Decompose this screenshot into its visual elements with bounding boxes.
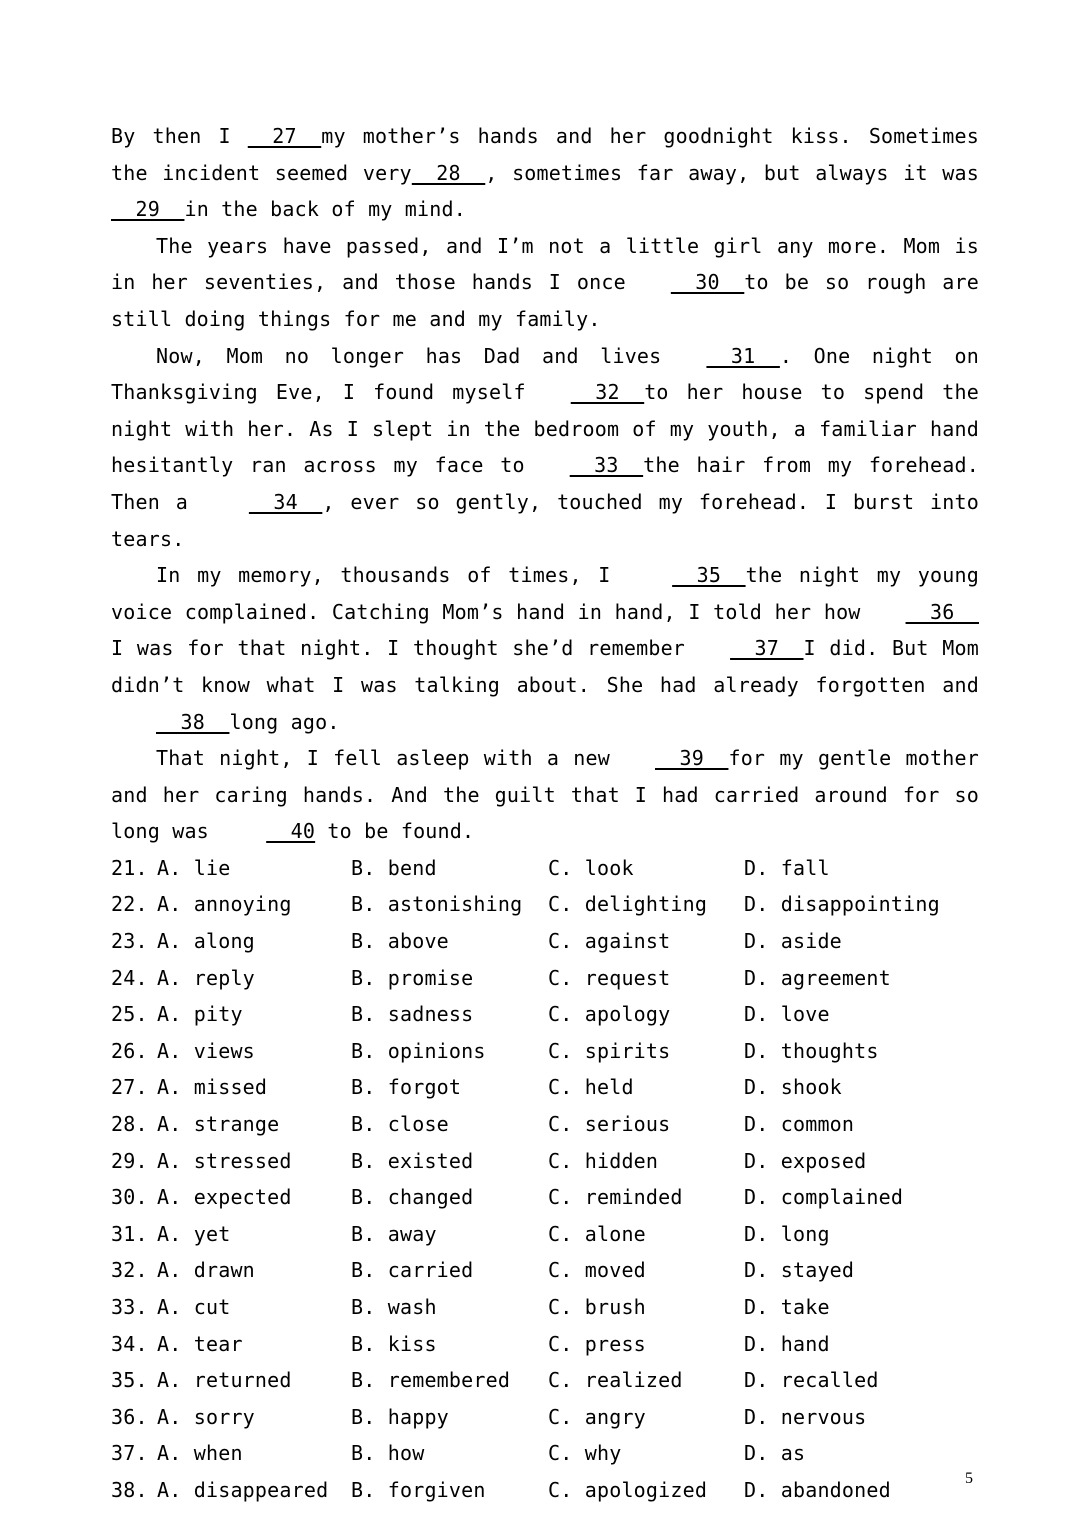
question-number: 21. [111,855,148,880]
option-c: C. press [548,1331,646,1356]
text: in the back of my mind. [184,197,466,222]
question-number: 30. [111,1185,148,1210]
option-a: A. lie [157,855,231,880]
text: long ago. [229,709,340,734]
option-c: C. held [548,1075,634,1100]
options-list [111,850,979,1509]
blank-35: 35 [672,563,746,588]
option-c: C. hidden [548,1148,659,1173]
blank-32: 32 [570,380,645,405]
option-a: A. views [157,1038,255,1063]
option-d: D. recalled [744,1368,879,1393]
option-row [111,1069,979,1106]
option-a: A. when [157,1441,243,1466]
question-number: 34. [111,1331,148,1356]
option-d: D. long [744,1221,830,1246]
text: to her house to spend the night with her. As I slept in the bedroom of my youth, a familiar hand hesitantly ran across my face to [111,380,979,478]
option-row [111,1143,979,1180]
question-number: 27. [111,1075,148,1100]
option-c: C. serious [548,1112,671,1137]
option-d: D. nervous [744,1404,867,1429]
paragraph-1 [111,118,979,228]
option-row [111,850,979,887]
option-a: A. tear [157,1331,243,1356]
option-row [111,1435,979,1472]
option-d: D. as [744,1441,806,1466]
blank-39: 39 [655,746,729,771]
option-d: D. fall [744,855,830,880]
option-d: D. disappointing [744,892,940,917]
option-a: A. missed [157,1075,268,1100]
option-a: A. drawn [157,1258,255,1283]
blank-33: 33 [569,453,644,478]
option-b: B. changed [351,1185,474,1210]
question-number: 33. [111,1295,148,1319]
option-d: D. common [744,1112,855,1137]
option-row [111,1472,979,1509]
option-b: B. wash [351,1295,437,1319]
option-a: A. disappeared [157,1477,329,1502]
option-row [111,1289,979,1326]
option-c: C. request [548,965,671,990]
document-page [111,118,979,1509]
option-a: A. expected [157,1185,292,1210]
option-a: A. yet [157,1221,231,1246]
question-number: 29. [111,1148,148,1173]
question-number: 38. [111,1477,148,1502]
blank-28: 28 [411,160,486,185]
option-c: C. delighting [548,892,708,917]
question-number: 31. [111,1221,148,1246]
option-row [111,923,979,960]
option-a: A. pity [157,1002,243,1027]
option-b: B. happy [351,1404,449,1429]
option-b: B. above [351,929,449,954]
option-c: C. reminded [548,1185,683,1210]
question-number: 36. [111,1404,148,1429]
option-row [111,886,979,923]
option-c: C. angry [548,1404,646,1429]
option-b: B. bend [351,855,437,880]
option-a: A. cut [157,1295,231,1319]
question-number: 22. [111,892,148,917]
option-b: B. promise [351,965,474,990]
blank-40: 40 [266,819,316,844]
option-row [111,960,979,997]
text: . One night on Thanksgiving Eve, I found myself [111,343,979,405]
text: I was for that night. I thought she’d remember [111,636,686,661]
text: I did. But Mom didn’t know what I was talking about. She had already forgotten and [111,636,980,697]
option-d: D. shook [744,1075,842,1100]
option-row [111,1106,979,1143]
option-d: D. exposed [744,1148,867,1173]
option-c: C. against [548,929,671,954]
option-b: B. away [351,1221,437,1246]
option-c: C. brush [548,1295,646,1319]
option-b: B. remembered [351,1368,511,1393]
text: the hair from my forehead. Then a [111,453,979,514]
question-number: 28. [111,1112,148,1137]
question-number: 24. [111,965,148,990]
option-b: B. opinions [351,1038,486,1063]
option-d: D. take [744,1295,830,1319]
text: to be found. [315,819,475,844]
option-a: A. reply [157,965,255,990]
option-b: B. carried [351,1258,474,1283]
option-a: A. sorry [157,1404,255,1429]
option-row [111,1252,979,1289]
question-number: 37. [111,1441,148,1466]
text: my mother’s hands and her goodnight kiss. Sometimes the incident seemed very [111,124,979,185]
page-number: 5 [965,1470,973,1487]
text: That night, I fell asleep with a new [156,746,610,771]
option-a: A. along [157,929,255,954]
option-row [111,996,979,1033]
option-d: D. abandoned [744,1477,891,1502]
option-row [111,1326,979,1363]
option-b: B. forgiven [351,1477,486,1502]
option-c: C. moved [548,1258,646,1283]
text: the night my young voice complained. Catching Mom’s hand in hand, I told her how [111,563,979,624]
blank-27: 27 [247,124,322,148]
option-b: B. sadness [351,1002,474,1027]
option-b: B. astonishing [351,892,523,917]
question-number: 25. [111,1002,148,1027]
option-c: C. apologized [548,1477,708,1502]
text: The years have passed, and I’m not a little girl any more. Mom is in her seventies, and those hands I once [111,233,979,295]
blank-31: 31 [706,343,780,368]
text: Now, Mom no longer has Dad and lives [156,343,662,368]
option-c: C. alone [548,1221,646,1246]
option-b: B. existed [351,1148,474,1173]
text: , sometimes far away, but always it was [485,160,979,185]
option-d: D. agreement [744,965,891,990]
paragraph-4 [111,557,979,740]
option-a: A. returned [157,1368,292,1393]
option-c: C. why [548,1441,622,1466]
blank-38: 38 [156,709,230,734]
option-row [111,1033,979,1070]
option-b: B. how [351,1441,425,1466]
question-number: 32. [111,1258,148,1283]
blank-36: 36 [905,599,979,624]
option-b: B. kiss [351,1331,437,1356]
option-c: C. apology [548,1002,671,1027]
option-d: D. thoughts [744,1038,879,1063]
paragraph-5 [111,740,979,850]
question-number: 23. [111,929,148,954]
option-a: A. stressed [157,1148,292,1173]
text: to be so rough are still doing things for me and my family. [111,270,980,331]
blank-34: 34 [248,489,323,514]
blank-30: 30 [670,270,745,295]
option-row [111,1362,979,1399]
text: for my gentle mother and her caring hands. And the guilt that I had carried around for so long was [111,746,979,844]
text: By then I [111,124,248,148]
option-d: D. aside [744,929,842,954]
option-d: D. complained [744,1185,904,1210]
text: , ever so gently, touched my forehead. I burst into tears. [111,489,980,551]
option-row [111,1399,979,1436]
option-c: C. realized [548,1368,683,1393]
option-c: C. spirits [548,1038,671,1063]
option-b: B. close [351,1112,449,1137]
option-a: A. strange [157,1112,280,1137]
blank-29: 29 [111,197,185,222]
paragraph-2 [111,228,979,338]
option-d: D. hand [744,1331,830,1356]
option-c: C. look [548,855,634,880]
option-d: D. stayed [744,1258,855,1283]
question-number: 35. [111,1368,148,1393]
text: In my memory, thousands of times, I [156,563,628,588]
blank-37: 37 [730,636,804,661]
paragraph-3 [111,338,979,558]
question-number: 26. [111,1038,148,1063]
option-d: D. love [744,1002,830,1027]
option-row [111,1179,979,1216]
option-row [111,1216,979,1253]
option-b: B. forgot [351,1075,462,1100]
option-a: A. annoying [157,892,292,917]
